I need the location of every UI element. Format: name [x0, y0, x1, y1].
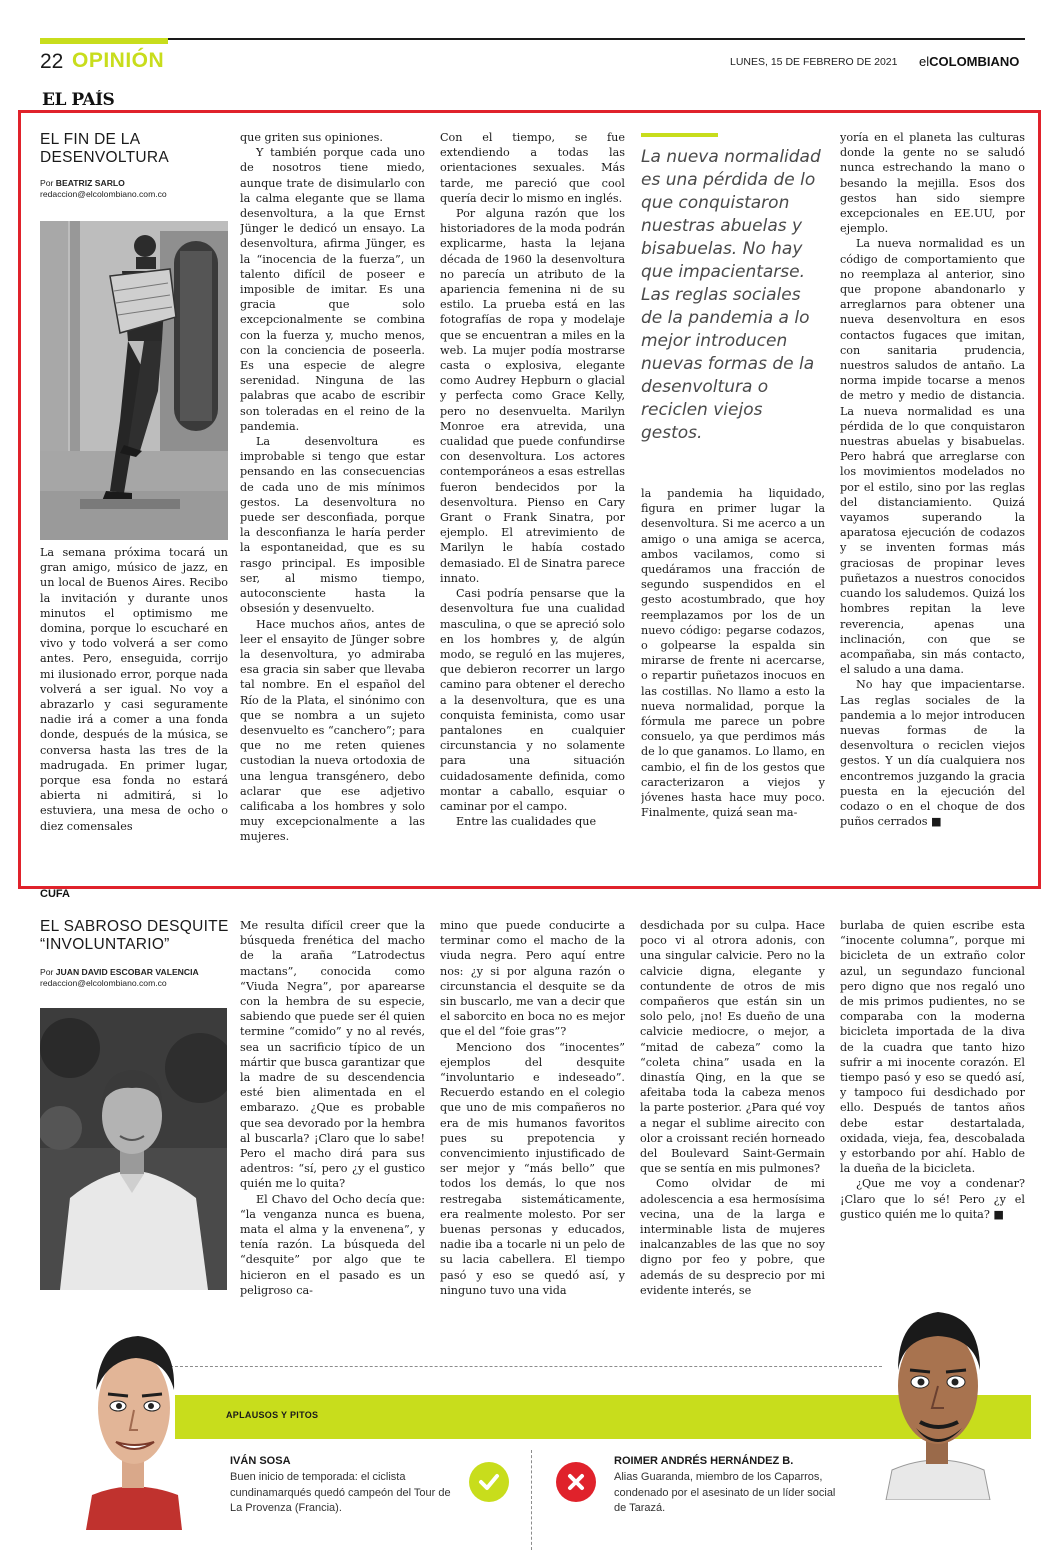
paragraph: Menciono dos “inocentes” ejemplos del desquite “involuntario e indeseado”. Recuerdo estando en el colegio que uno de mis compañeros no era de mis humanos favoritos pues su prepotencia y convencimiento injustificado de ser mejor y “más bello” que todos los demás, lo que nos restregaba sistemáticamente, era realmente molesto. Por ser buenas personas y educados, nadie iba a tocarle ni un pelo de su lacia cabellera. El tiempo pasó y eso se quedó así, y ninguno tuvo una vida [440, 1040, 625, 1297]
article1-title-line2: DESENVOLTURA [40, 149, 170, 166]
paragraph: La desenvoltura es improbable si tengo que estar pensando en las consecuencias de cada uno de mis mínimos gestos. La desenvoltura no puede ser desconfiada, porque la desconfianza le haría perder la espontaneidad, que es su rasgo principal. Es imposible ser, al mismo tiempo, autoconsciente hasta la obsesión y desenvuelto. [240, 435, 425, 616]
paragraph: La nueva normalidad es un código de comportamiento que no reemplaza al anterior, sino que propone abandonarlo y arreglarnos para obtener una nueva desenvoltura en esos contactos fugaces que imitan, con sanitaria prudencia, nuestros saludos de antaño. La norma impide tocarse a menos de metro y medio de distancia. La nueva normalidad es una pérdida de lo que conquistaron nuestras abuelas y bisabuelas. Pero habrá que arreglarse con los movimientos modelados no por el estilo, sino por las reglas del distanciamiento. Quizá vayamos superando la aparatosa ejecución de codazos y se inventen formas más graciosas de propinar leves puñetazos a nuestros conocidos cuando los saludemos. Quizá los hombres repitan la leve reverencia, apenas una inclinación, con que se acompañaba, sin más contacto, el saludo a una dama. [840, 237, 1025, 677]
byline-prefix: Por [40, 178, 54, 188]
aplauso-text: Buen inicio de temporada: el ciclista cundinamarqués quedó campeón del Tour de La Provenza (Francia). [230, 1471, 451, 1514]
byline-prefix: Por [40, 967, 54, 977]
author-name: JUAN DAVID ESCOBAR VALENCIA [55, 967, 199, 977]
aplausos-divider [531, 1450, 532, 1550]
paragraph: El Chavo del Ocho decía que: “la venganza nunca es buena, mata el alma y la envenena”, y tenía razón. La búsqueda del “desquite” por algo que te hicieron en el pasado es un peligroso ca- [240, 1192, 425, 1297]
pullquote: La nueva normalidad es una pérdida de lo que conquistaron nuestras abuelas y bisabuelas. No hay que impacientarse. Las reglas sociales de la pandemia a lo mejor introducen nuevas formas de la desenvoltura o reciclen viejos gestos. [641, 147, 821, 443]
paragraph: Casi podría pensarse que la desenvoltura fue una cualidad masculina, o que se apreció solo en los hombres y, de algún modo, se reguló en las mujeres, que debieron recorrer un largo camino para obtener el derecho a la desenvoltura, que es una conquista feminista, como usar pantalones en cualquier circunstancia y no solamente para una situación cuidadosamente definida, como montar a caballo, esquiar o caminar por el campo. [440, 587, 625, 813]
paragraph: burlaba de quien escribe esta “inocente columna”, porque mi bicicleta de un extraño color azul, un segundazo funcional pero digno que nos regaló uno de mis primos pudientes, no se comparaba con la moderna bicicleta importada de la diva de la cuadra que tanto hizo sufrir a mi inocente corazón. El tiempo pasó y eso se quedó así, y tampoco fui desdichado por ello. Después de tantos años debe estar destartalada, oxidada, vieja, fea, descobalada y estorbando por ahí. Hablo de la dueña de la bicicleta. [840, 919, 1025, 1176]
paragraph: la pandemia ha liquidado, figura en primer lugar la desenvoltura. Si me acerco a un amigo o una amiga se acerca, ambos vacilamos, como si quedáramos una fracción de segundo suspendidos en el gesto acostumbrado, que hoy reemplazamos por los de un nuevo código: pegarse codazos, o golpearse la espalda sin mirarse de frente ni acercarse, o repartir puñetazos inocuos en las costillas. No llamo a esto la nueva normalidad, porque la fórmula me parece un pobre consuelo, ya que perdimos más de lo que ganamos. Lo llamo, en cambio, el fin de los gestos que caracterizaron a viejos y jóvenes hasta hace muy poco. Finalmente, quizá sean ma- [641, 487, 825, 820]
selection-highlight [18, 110, 1041, 889]
paragraph: yoría en el planeta las culturas donde la gente no se saludó nunca estrechando la mano o besando la mejilla. Esos dos gestos han sido siempre excepcionales en EE.UU, por ejemplo. [840, 131, 1025, 236]
paragraph: La semana próxima tocará un gran amigo, músico de jazz, en un local de Buenos Aires. Recibo la invitación y durante unos minutos el optimismo me domina, porque lo escucharé en vivo y todo volverá a ser como antes. Pero, enseguida, corrijo mi ilusionado error, porque nada volverá a ser igual. No voy a abrazarlo y casi seguramente nadie irá a comer a una fonda donde, después de la música, se conversa hasta las tres de la madrugada. En primer lugar, porque esa fonda no estará abierta ni admitirá, si lo estuviera, una mesa de ocho o diez comensales [40, 546, 228, 833]
paragraph: Me resulta difícil creer que la búsqueda frenética del macho de la araña “Latrodectus mactans”, conocida como “Viuda Negra”, por aparearse con la hembra de su especie, sabiendo que puede ser él quien termine “comido” y no al revés, sea un sacrificio típico de un mártir que busca garantizar que la madre de su descendencia esté bien alimentada en el embarazo. ¿Que es probable que sea devorado por la hembra al buscarla? ¡Claro que lo sabe! Pero el macho dirá para sus adentros: “sí, pero ¿y el gustico quién me lo quita? [240, 919, 425, 1191]
article2-title-line2: “INVOLUNTARIO” [40, 936, 170, 953]
aplauso-name: IVÁN SOSA [230, 1455, 291, 1467]
article2-title [40, 918, 235, 954]
paragraph: ¿Que me voy a condenar? ¡Claro que lo sé! Pero ¿y el gustico quién me lo quita? ■ [840, 1177, 1025, 1221]
cross-icon [556, 1462, 596, 1502]
paragraph: desdichada por su culpa. Hace poco vi al otrora adonis, con una singular calvicie. Pero no la calvicie digna, elegante y contundente de otros de mis compañeros que están sin un solo pelo, ¡no! Es dueño de una calvicie mediocre, o mejor, a “mitad de cabeza” como la “coleta china” usada en la dinastía Qing, en la que se afeitaba toda la cabeza menos la parte posterior. ¿Para qué voy a negar el sublime airecito con olor a croissant recién horneado del Boulevard Saint-Germain que se sentía en mis pulmones? [640, 919, 825, 1176]
article2-column-3 [440, 918, 625, 1330]
author-portrait-icon [40, 1008, 227, 1290]
author-email[interactable]: redaccion@elcolombiano.com.co [40, 978, 167, 988]
paragraph: mino que puede conducirte a terminar como el macho de la viuda negra. Pero aquí entre nos: ¿y si por alguna razón o circunstancia el desquite se da sin buscarlo, me van a decir que el saborcito en boca no es mejor que el del “foie gras”? [440, 919, 625, 1039]
paragraph: Y también porque cada uno de nosotros tiene miedo, aunque trate de disimularlo con la calma elegante que se llama desenvoltura, a la que Ernst Jünger le dedicó un ensayo. La desenvoltura, afirma Jünger, es la “inocencia de la fuerza”, un talento difícil de poseer e imposible de imitar. Es una gracia que solo excepcionalmente se combina con la fuerza y, mucho menos, con la conciencia de poseerla. Es una especie de alegre serenidad. Ninguna de las palabras que acabo de escribir son toleradas en el reino de la pandemia. [240, 146, 425, 433]
edition-date: LUNES, 15 DE FEBRERO DE 2021 [730, 56, 898, 68]
paragraph: Por alguna razón que los historiadores de la moda podrán explicarme, hasta la lejana década de 1960 la desenvoltura no parecía un atributo de la apariencia femenina ni de su estilo. La prueba está en las fotografías de ropa y modelaje que se encuentran a miles en la web. La mujer podía mostrarse casta o explosiva, elegante como Audrey Hepburn o glacial y perfecta como Grace Kelly, pero no desenvuelta. Marilyn Monroe era atrevida, una cualidad que puede confundirse con desenvoltura. Los actores contemporáneos a esas estrellas fueron bendecidos por la desenvoltura. Pienso en Cary Grant o Frank Sinatra, por ejemplo. El atrevimiento de Marilyn le había costado demasiado. El de Sinatra parece innato. [440, 207, 625, 585]
aplausos-top-rule [160, 1366, 882, 1367]
pito-name: ROIMER ANDRÉS HERNÁNDEZ B. [614, 1455, 794, 1467]
article2-column-5 [840, 918, 1025, 1248]
source-el-pais: EL PAÍS [42, 90, 115, 106]
article1-title-line1: EL FIN DE LA [40, 131, 141, 148]
check-icon [469, 1462, 509, 1502]
article2-column-2 [240, 918, 425, 1330]
page-number: 22 [40, 50, 64, 73]
caricature-ivan-sosa-icon [78, 1330, 188, 1530]
paragraph: Con el tiempo, se fue extendiendo a todas las orientaciones sexuales. Más tarde, me pareció que cool quería decir lo mismo en inglés. [440, 131, 625, 205]
caricature-right [880, 1300, 995, 1500]
article2-title-line1: EL SABROSO DESQUITE [40, 918, 229, 935]
author-photo [40, 1008, 227, 1290]
caricature-left [78, 1330, 188, 1530]
source-cufa: CUFA [40, 888, 70, 900]
paragraph: que griten sus opiniones. [240, 131, 383, 144]
logo-prefix: el [919, 54, 930, 69]
pito-text: Alias Guaranda, miembro de los Caparros, condenado por el asesinato de un líder social de Tarazá. [614, 1471, 836, 1514]
newspaper-logo[interactable] [919, 54, 1019, 69]
paragraph: Como olvidar de mi adolescencia a esa hermosísima vecina, una de la larga e interminable lista de mujeres inalcanzables de las que no soy digno por feo y pobre, que además de su desprecio por mi evidente interés, se [640, 1177, 825, 1297]
paragraph: No hay que impacientarse. Las reglas sociales de la pandemia a lo mejor introducen nuevas formas de la desenvoltura o reciclen viejos gestos. Y un día cualquiera nos encontremos juzgando la gracia puesta en la ejecución del codazo o en el choque de dos puños cerrados ■ [840, 678, 1025, 829]
logo-main: COLOMBIANO [929, 54, 1020, 69]
author-name: BEATRIZ SARLO [55, 178, 125, 188]
header-accent-bar [40, 38, 168, 44]
aplausos-title: APLAUSOS Y PITOS [226, 1410, 319, 1420]
caricature-roimer-hernandez-icon [880, 1300, 995, 1500]
author-email[interactable]: redaccion@elcolombiano.com.co [40, 189, 167, 199]
header-rule [40, 38, 1025, 40]
article2-byline [40, 967, 235, 989]
paragraph: Hace muchos años, antes de leer el ensayito de Jünger sobre la desenvoltura, yo admiraba esa gracia sin saber que llevaba tal nombre. En el español del Río de la Plata, el sinónimo con que se nombra a un sujeto desenvuelto es “canchero”; para que no me reten quienes custodian la nueva ortodoxia de una lengua transgénero, debo aclarar que ese adjetivo calificaba a los hombres y solo muy excepcionalmente a las mujeres. [240, 617, 425, 844]
article2-column-4 [640, 918, 825, 1330]
section-title: OPINIÓN [72, 49, 165, 72]
paragraph: Entre las cualidades que [456, 815, 597, 829]
